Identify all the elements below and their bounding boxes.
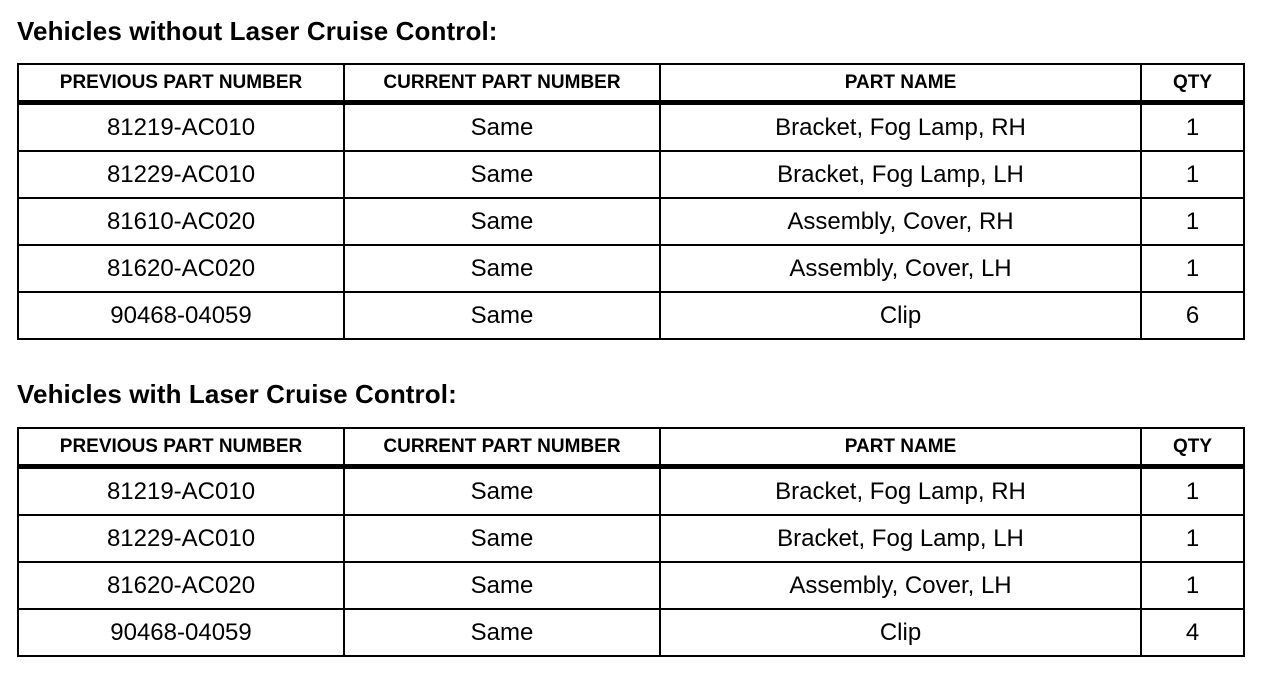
column-header-previous-part-number: PREVIOUS PART NUMBER bbox=[18, 428, 344, 467]
column-header-qty: QTY bbox=[1141, 64, 1244, 103]
part-name-cell: Bracket, Fog Lamp, RH bbox=[660, 467, 1141, 516]
parts-table-with-laser-cruise bbox=[17, 427, 1245, 657]
current-part-number-cell: Same bbox=[344, 562, 660, 609]
qty-cell: 4 bbox=[1141, 609, 1244, 656]
previous-part-number-cell: 81620-AC020 bbox=[18, 245, 344, 292]
parts-table-without-laser-cruise bbox=[17, 63, 1245, 340]
part-name-cell: Bracket, Fog Lamp, RH bbox=[660, 103, 1141, 152]
qty-cell: 6 bbox=[1141, 292, 1244, 339]
table-header-row bbox=[18, 64, 1244, 103]
table-row bbox=[18, 515, 1244, 562]
part-name-cell: Bracket, Fog Lamp, LH bbox=[660, 515, 1141, 562]
part-name-cell: Assembly, Cover, LH bbox=[660, 562, 1141, 609]
previous-part-number-cell: 90468-04059 bbox=[18, 609, 344, 656]
previous-part-number-cell: 81219-AC010 bbox=[18, 103, 344, 152]
previous-part-number-cell: 90468-04059 bbox=[18, 292, 344, 339]
qty-cell: 1 bbox=[1141, 562, 1244, 609]
column-header-current-part-number: CURRENT PART NUMBER bbox=[344, 64, 660, 103]
previous-part-number-cell: 81610-AC020 bbox=[18, 198, 344, 245]
current-part-number-cell: Same bbox=[344, 103, 660, 152]
column-header-part-name: PART NAME bbox=[660, 64, 1141, 103]
qty-cell: 1 bbox=[1141, 515, 1244, 562]
current-part-number-cell: Same bbox=[344, 245, 660, 292]
previous-part-number-cell: 81219-AC010 bbox=[18, 467, 344, 516]
current-part-number-cell: Same bbox=[344, 467, 660, 516]
table-row bbox=[18, 609, 1244, 656]
table-row bbox=[18, 198, 1244, 245]
table-row bbox=[18, 292, 1244, 339]
part-name-cell: Clip bbox=[660, 292, 1141, 339]
column-header-qty: QTY bbox=[1141, 428, 1244, 467]
part-name-cell: Clip bbox=[660, 609, 1141, 656]
table-header-row bbox=[18, 428, 1244, 467]
section-title-without-laser-cruise: Vehicles without Laser Cruise Control: bbox=[17, 16, 498, 46]
qty-cell: 1 bbox=[1141, 467, 1244, 516]
qty-cell: 1 bbox=[1141, 245, 1244, 292]
qty-cell: 1 bbox=[1141, 103, 1244, 152]
table-row bbox=[18, 245, 1244, 292]
current-part-number-cell: Same bbox=[344, 609, 660, 656]
previous-part-number-cell: 81229-AC010 bbox=[18, 515, 344, 562]
previous-part-number-cell: 81620-AC020 bbox=[18, 562, 344, 609]
current-part-number-cell: Same bbox=[344, 292, 660, 339]
current-part-number-cell: Same bbox=[344, 198, 660, 245]
previous-part-number-cell: 81229-AC010 bbox=[18, 151, 344, 198]
part-name-cell: Assembly, Cover, RH bbox=[660, 198, 1141, 245]
column-header-part-name: PART NAME bbox=[660, 428, 1141, 467]
qty-cell: 1 bbox=[1141, 198, 1244, 245]
table-row bbox=[18, 103, 1244, 152]
table-row bbox=[18, 467, 1244, 516]
current-part-number-cell: Same bbox=[344, 515, 660, 562]
part-name-cell: Bracket, Fog Lamp, LH bbox=[660, 151, 1141, 198]
column-header-current-part-number: CURRENT PART NUMBER bbox=[344, 428, 660, 467]
current-part-number-cell: Same bbox=[344, 151, 660, 198]
section-title-with-laser-cruise: Vehicles with Laser Cruise Control: bbox=[17, 379, 457, 409]
part-name-cell: Assembly, Cover, LH bbox=[660, 245, 1141, 292]
qty-cell: 1 bbox=[1141, 151, 1244, 198]
table-row bbox=[18, 151, 1244, 198]
column-header-previous-part-number: PREVIOUS PART NUMBER bbox=[18, 64, 344, 103]
table-row bbox=[18, 562, 1244, 609]
